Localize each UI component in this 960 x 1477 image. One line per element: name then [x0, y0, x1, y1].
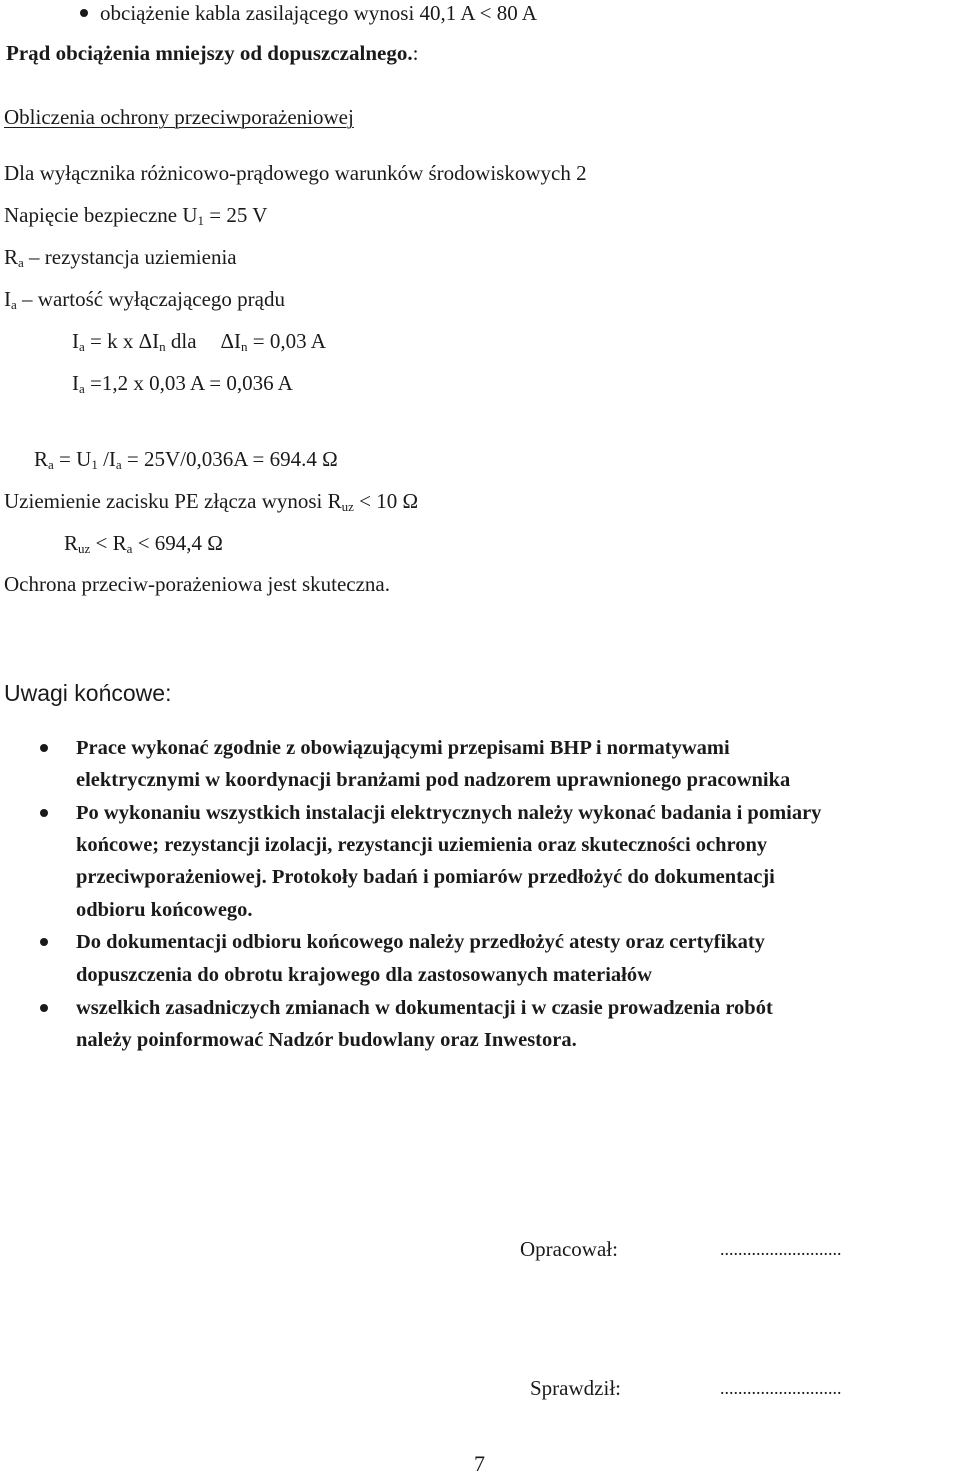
section-title: Obliczenia ochrony przeciwporażeniowej: [4, 105, 354, 129]
protection-conclusion: Ochrona przeciw-porażeniowa jest skuteczna.: [4, 572, 390, 596]
bullet-dot: [40, 744, 48, 752]
formula-ia-value: $I_a =1,2$ x 0,03 A = 0,036 A: [72, 371, 293, 396]
bullet-dot: [40, 938, 48, 946]
remark-line: dopuszczenia do obrotu krajowego dla zastosowanych materiałów: [76, 964, 652, 986]
current-conclusion: Prąd obciążenia mniejszy od dopuszczalnego.:: [6, 41, 419, 65]
bullet-dot: [80, 9, 88, 17]
safe-voltage-line: Napięcie bezpieczne $U_1 = 25$ V: [4, 203, 268, 228]
checked-by-value: ...........................: [720, 1378, 842, 1398]
prepared-by-label: Opracował:: [520, 1237, 618, 1261]
remarks-heading: Uwagi końcowe:: [4, 680, 172, 706]
remark-line: Prace wykonać zgodnie z obowiązującymi przepisami BHP i normatywami: [76, 737, 730, 759]
compare-line: $R_{uz} < R_a < 694,4$ Ω: [64, 531, 223, 556]
remark-line: Po wykonaniu wszystkich instalacji elektrycznych należy wykonać badania i pomiary: [76, 802, 822, 824]
remark-line: Do dokumentacji odbioru końcowego należy przedłożyć atesty oraz certyfikaty: [76, 931, 765, 953]
prepared-by-value: ...........................: [720, 1239, 842, 1259]
earthing-line: Uziemienie zacisku PE złącza wynosi $R_{uz} < 10$ Ω: [4, 489, 419, 514]
cable-load-line: obciążenie kabla zasilającego wynosi 40,1 A < 80 A: [100, 1, 537, 25]
ia-definition: $I_a$ – wartość wyłączającego prądu: [4, 287, 285, 312]
checked-by-label: Sprawdził:: [530, 1376, 621, 1400]
remark-line: odbioru końcowego.: [76, 899, 253, 921]
remark-line: przeciwporażeniowej. Protokoły badań i pomiarów przedłożyć do dokumentacji: [76, 866, 775, 888]
remark-line: wszelkich zasadniczych zmianach w dokumentacji i w czasie prowadzenia robót: [76, 997, 773, 1019]
remark-line: elektrycznymi w koordynacji branżami pod nadzorem uprawnionego pracownika: [76, 769, 791, 791]
formula-ra: $R_a = U_1$ $/I_a = 25V/0,036A = 694.4$ Ω: [34, 447, 338, 472]
bullet-dot: [40, 1004, 48, 1012]
intro-line: Dla wyłącznika różnicowo-prądowego warunków środowiskowych 2: [4, 161, 587, 185]
formula-ia: $I_a = k$ x $\Delta I_n$ dla $\Delta I_n = 0,03$ A: [72, 329, 326, 354]
remark-line: należy poinformować Nadzór budowlany oraz Inwestora.: [76, 1029, 577, 1051]
bullet-dot: [40, 809, 48, 817]
remark-line: końcowe; rezystancji izolacji, rezystancji uziemienia oraz skuteczności ochrony: [76, 834, 768, 856]
page-number: 7: [474, 1451, 485, 1476]
ra-definition: $R_a$ – rezystancja uziemienia: [4, 245, 237, 270]
